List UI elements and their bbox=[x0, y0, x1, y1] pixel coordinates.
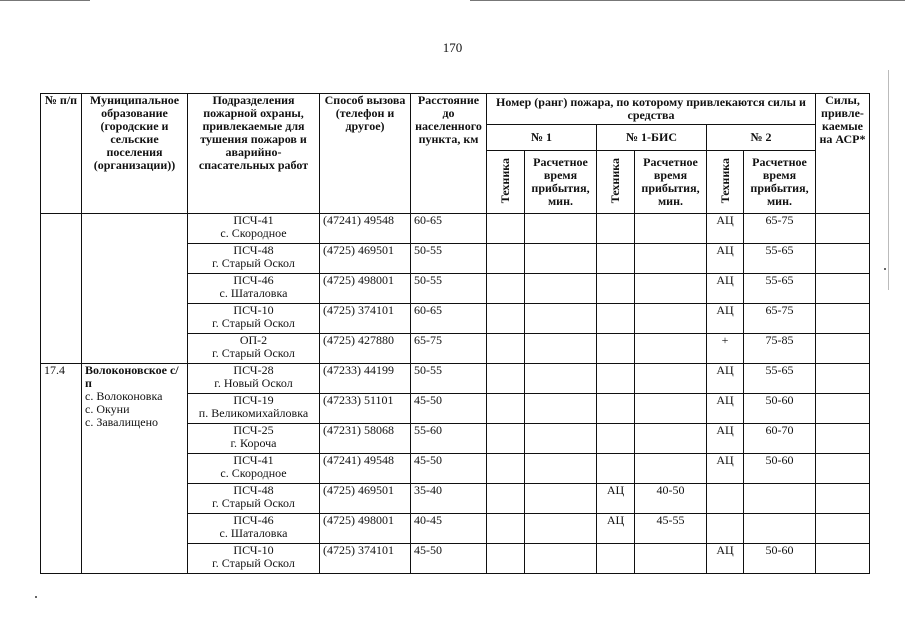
unit-cell bbox=[188, 304, 320, 334]
unit-location: г. Новый Оскол bbox=[214, 376, 293, 390]
municipality-cell bbox=[82, 214, 188, 364]
fire-response-table bbox=[40, 93, 870, 574]
tech-1bis-cell: АЦ bbox=[597, 484, 635, 514]
unit-cell bbox=[188, 484, 320, 514]
arrival-1-cell bbox=[525, 334, 597, 364]
num-cell bbox=[41, 214, 82, 364]
call-method-cell: (4725) 374101 bbox=[320, 544, 411, 574]
unit-location: с. Скородное bbox=[220, 466, 287, 480]
municipality-line: с. Волоконовка с. Окуни bbox=[85, 389, 163, 416]
arrival-2-cell bbox=[744, 514, 816, 544]
call-method-cell: (47233) 51101 bbox=[320, 394, 411, 424]
header-tech-1bis bbox=[597, 151, 635, 214]
unit-cell bbox=[188, 214, 320, 244]
arrival-1-cell bbox=[525, 484, 597, 514]
distance-cell: 45-50 bbox=[411, 544, 487, 574]
arrival-2-cell: 60-70 bbox=[744, 424, 816, 454]
call-method-cell: (47241) 49548 bbox=[320, 214, 411, 244]
arrival-1-cell bbox=[525, 214, 597, 244]
unit-name: ПСЧ-41 bbox=[233, 213, 274, 227]
unit-cell bbox=[188, 514, 320, 544]
asr-cell bbox=[816, 304, 870, 334]
asr-cell bbox=[816, 274, 870, 304]
tech-2-cell: АЦ bbox=[707, 304, 744, 334]
call-method-cell: (4725) 427880 bbox=[320, 334, 411, 364]
tech-2-cell bbox=[707, 484, 744, 514]
arrival-2-cell: 75-85 bbox=[744, 334, 816, 364]
header-distance: Расстояние до населенного пункта, км bbox=[411, 94, 487, 214]
asr-cell bbox=[816, 484, 870, 514]
header-rank-2: № 2 bbox=[707, 125, 816, 151]
arrival-2-cell bbox=[744, 484, 816, 514]
tech-1-cell bbox=[487, 394, 525, 424]
unit-cell bbox=[188, 334, 320, 364]
tech-1-cell bbox=[487, 484, 525, 514]
call-method-cell: (4725) 498001 bbox=[320, 514, 411, 544]
distance-cell: 45-50 bbox=[411, 454, 487, 484]
arrival-1-cell bbox=[525, 424, 597, 454]
scan-edge-line bbox=[470, 0, 905, 1]
table-body bbox=[41, 214, 870, 574]
header-fire-rank: Номер (ранг) пожара, по которому привлекаются силы и средства bbox=[487, 94, 816, 125]
call-method-cell: (4725) 469501 bbox=[320, 244, 411, 274]
tech-1bis-cell: АЦ bbox=[597, 514, 635, 544]
header-tech-2 bbox=[707, 151, 744, 214]
arrival-1bis-cell bbox=[635, 304, 707, 334]
tech-1bis-cell bbox=[597, 544, 635, 574]
tech-2-cell: АЦ bbox=[707, 214, 744, 244]
tech-2-cell: АЦ bbox=[707, 424, 744, 454]
arrival-2-cell: 65-75 bbox=[744, 304, 816, 334]
arrival-1-cell bbox=[525, 244, 597, 274]
tech-1-cell bbox=[487, 424, 525, 454]
arrival-1bis-cell bbox=[635, 214, 707, 244]
arrival-1bis-cell bbox=[635, 364, 707, 394]
distance-cell: 65-75 bbox=[411, 334, 487, 364]
tech-2-cell: АЦ bbox=[707, 454, 744, 484]
header-arrival-2: Расчетное время прибытия, мин. bbox=[744, 151, 816, 214]
arrival-1bis-cell bbox=[635, 244, 707, 274]
unit-name: ПСЧ-48 bbox=[233, 483, 274, 497]
unit-name: ПСЧ-48 bbox=[233, 243, 274, 257]
arrival-1bis-cell: 40-50 bbox=[635, 484, 707, 514]
header-asr: Силы, привле-каемые на АСР* bbox=[816, 94, 870, 214]
arrival-1-cell bbox=[525, 274, 597, 304]
arrival-1-cell bbox=[525, 544, 597, 574]
unit-name: ПСЧ-10 bbox=[233, 543, 274, 557]
arrival-1-cell bbox=[525, 514, 597, 544]
unit-name: ПСЧ-10 bbox=[233, 303, 274, 317]
municipality-line: Волоконовское с/п bbox=[85, 363, 179, 390]
scan-speck bbox=[35, 596, 37, 598]
asr-cell bbox=[816, 214, 870, 244]
call-method-cell: (4725) 498001 bbox=[320, 274, 411, 304]
unit-name: ПСЧ-46 bbox=[233, 273, 274, 287]
distance-cell: 35-40 bbox=[411, 484, 487, 514]
page-number: 170 bbox=[442, 40, 463, 55]
unit-cell bbox=[188, 244, 320, 274]
unit-name: ПСЧ-41 bbox=[233, 453, 274, 467]
unit-name: ПСЧ-25 bbox=[233, 423, 274, 437]
call-method-cell: (4725) 469501 bbox=[320, 484, 411, 514]
num-cell bbox=[41, 364, 82, 574]
unit-location: г. Короча bbox=[230, 436, 277, 450]
tech-1bis-cell bbox=[597, 454, 635, 484]
call-method-cell: (47231) 58068 bbox=[320, 424, 411, 454]
arrival-2-cell: 50-60 bbox=[744, 454, 816, 484]
tech-1-cell bbox=[487, 514, 525, 544]
tech-2-cell: + bbox=[707, 334, 744, 364]
header-rank-1bis: № 1-БИС bbox=[597, 125, 707, 151]
header-tech-1 bbox=[487, 151, 525, 214]
unit-location: г. Старый Оскол bbox=[212, 316, 295, 330]
tech-1bis-cell bbox=[597, 424, 635, 454]
header-rank-1: № 1 bbox=[487, 125, 597, 151]
scan-edge-line bbox=[888, 70, 889, 290]
header-tech-label: Техника bbox=[608, 157, 622, 204]
tech-1bis-cell bbox=[597, 274, 635, 304]
arrival-1-cell bbox=[525, 364, 597, 394]
table-row bbox=[41, 364, 870, 394]
unit-cell bbox=[188, 364, 320, 394]
table-row bbox=[41, 214, 870, 244]
distance-cell: 50-55 bbox=[411, 364, 487, 394]
row-number: 17.4 bbox=[44, 363, 65, 377]
arrival-2-cell: 50-60 bbox=[744, 544, 816, 574]
distance-cell: 40-45 bbox=[411, 514, 487, 544]
asr-cell bbox=[816, 244, 870, 274]
arrival-2-cell: 55-65 bbox=[744, 274, 816, 304]
unit-location: г. Старый Оскол bbox=[212, 346, 295, 360]
arrival-1bis-cell: 45-55 bbox=[635, 514, 707, 544]
header-call-method: Способ вызова (телефон и другое) bbox=[320, 94, 411, 214]
unit-name: ПСЧ-28 bbox=[233, 363, 274, 377]
unit-name: ПСЧ-19 bbox=[233, 393, 274, 407]
arrival-1bis-cell bbox=[635, 544, 707, 574]
tech-2-cell: АЦ bbox=[707, 394, 744, 424]
header-units: Подразделения пожарной охраны, привлекаемые для тушения пожаров и аварийно-спасательных работ bbox=[188, 94, 320, 214]
distance-cell: 45-50 bbox=[411, 394, 487, 424]
tech-2-cell: АЦ bbox=[707, 544, 744, 574]
arrival-1bis-cell bbox=[635, 274, 707, 304]
unit-location: г. Старый Оскол bbox=[212, 256, 295, 270]
unit-cell bbox=[188, 544, 320, 574]
header-municipality: Муниципальное образование (городские и сельские поселения (организации)) bbox=[82, 94, 188, 214]
asr-cell bbox=[816, 334, 870, 364]
unit-location: п. Великомихайловка bbox=[198, 406, 309, 420]
scan-speck bbox=[884, 268, 886, 270]
tech-1-cell bbox=[487, 304, 525, 334]
tech-1-cell bbox=[487, 364, 525, 394]
distance-cell: 60-65 bbox=[411, 304, 487, 334]
tech-1bis-cell bbox=[597, 364, 635, 394]
tech-2-cell bbox=[707, 514, 744, 544]
tech-2-cell: АЦ bbox=[707, 364, 744, 394]
tech-1bis-cell bbox=[597, 334, 635, 364]
asr-cell bbox=[816, 394, 870, 424]
arrival-1bis-cell bbox=[635, 334, 707, 364]
unit-name: ПСЧ-46 bbox=[233, 513, 274, 527]
distance-cell: 55-60 bbox=[411, 424, 487, 454]
tech-1-cell bbox=[487, 244, 525, 274]
arrival-1bis-cell bbox=[635, 454, 707, 484]
tech-2-cell: АЦ bbox=[707, 274, 744, 304]
tech-1bis-cell bbox=[597, 244, 635, 274]
header-tech-label: Техника bbox=[498, 157, 512, 204]
distance-cell: 50-55 bbox=[411, 244, 487, 274]
asr-cell bbox=[816, 364, 870, 394]
tech-1-cell bbox=[487, 274, 525, 304]
unit-cell bbox=[188, 274, 320, 304]
tech-1bis-cell bbox=[597, 304, 635, 334]
unit-cell bbox=[188, 454, 320, 484]
arrival-1-cell bbox=[525, 454, 597, 484]
tech-1bis-cell bbox=[597, 214, 635, 244]
call-method-cell: (4725) 374101 bbox=[320, 304, 411, 334]
scan-edge-line bbox=[0, 0, 90, 1]
tech-1bis-cell bbox=[597, 394, 635, 424]
asr-cell bbox=[816, 514, 870, 544]
municipality-line: с. Завалищено bbox=[85, 415, 159, 429]
tech-1-cell bbox=[487, 454, 525, 484]
arrival-1bis-cell bbox=[635, 424, 707, 454]
distance-cell: 60-65 bbox=[411, 214, 487, 244]
header-arrival-1bis: Расчетное время прибытия, мин. bbox=[635, 151, 707, 214]
unit-name: ОП-2 bbox=[239, 333, 268, 347]
unit-cell bbox=[188, 424, 320, 454]
arrival-1bis-cell bbox=[635, 394, 707, 424]
distance-cell: 50-55 bbox=[411, 274, 487, 304]
arrival-2-cell: 50-60 bbox=[744, 394, 816, 424]
asr-cell bbox=[816, 544, 870, 574]
unit-location: с. Скородное bbox=[220, 226, 287, 240]
municipality-cell bbox=[82, 364, 188, 574]
header-arrival-1: Расчетное время прибытия, мин. bbox=[525, 151, 597, 214]
call-method-cell: (47241) 49548 bbox=[320, 454, 411, 484]
tech-1-cell bbox=[487, 214, 525, 244]
arrival-2-cell: 65-75 bbox=[744, 214, 816, 244]
arrival-1-cell bbox=[525, 394, 597, 424]
tech-2-cell: АЦ bbox=[707, 244, 744, 274]
unit-location: г. Старый Оскол bbox=[212, 496, 295, 510]
unit-location: г. Старый Оскол bbox=[212, 556, 295, 570]
header-num: № п/п bbox=[41, 94, 82, 214]
tech-1-cell bbox=[487, 334, 525, 364]
header-tech-label: Техника bbox=[717, 157, 732, 204]
call-method-cell: (47233) 44199 bbox=[320, 364, 411, 394]
arrival-1-cell bbox=[525, 304, 597, 334]
arrival-2-cell: 55-65 bbox=[744, 244, 816, 274]
tech-1-cell bbox=[487, 544, 525, 574]
asr-cell bbox=[816, 454, 870, 484]
unit-location: с. Шаталовка bbox=[219, 286, 288, 300]
unit-location: с. Шаталовка bbox=[219, 526, 288, 540]
arrival-2-cell: 55-65 bbox=[744, 364, 816, 394]
asr-cell bbox=[816, 424, 870, 454]
unit-cell bbox=[188, 394, 320, 424]
